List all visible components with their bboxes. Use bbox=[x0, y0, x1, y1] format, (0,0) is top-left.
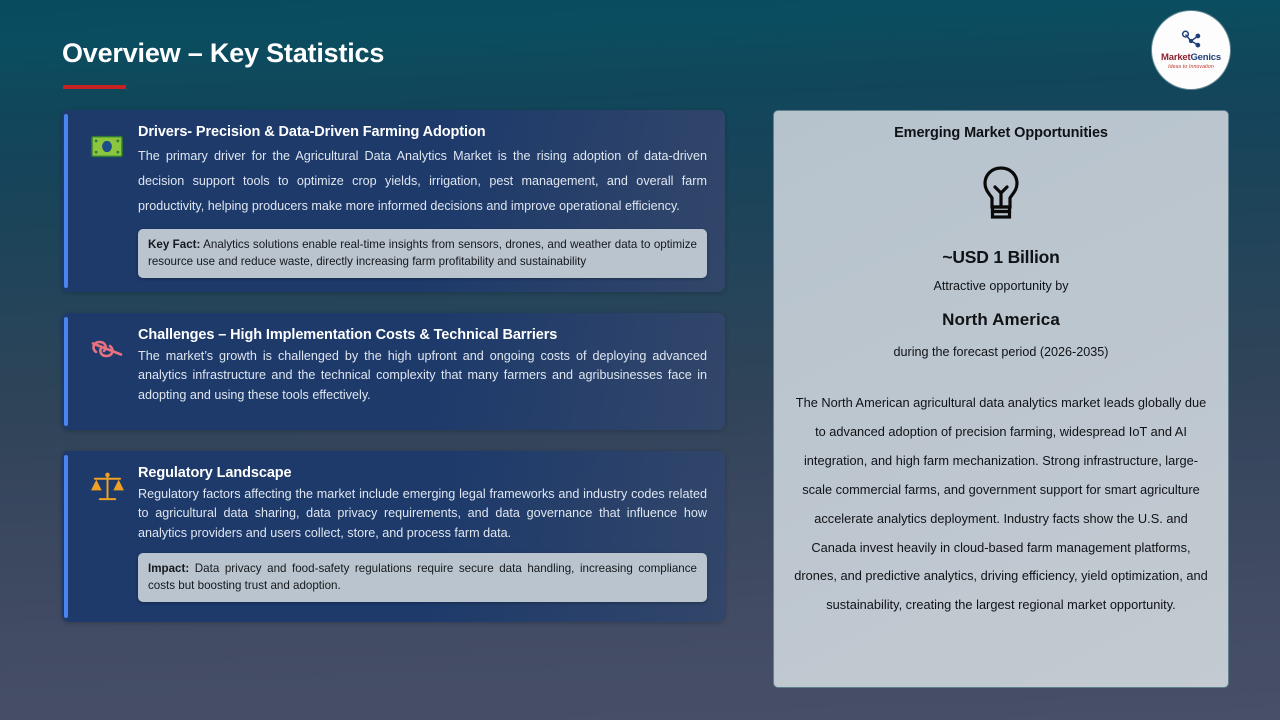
lightbulb-icon bbox=[790, 165, 1212, 221]
balance-scales-icon bbox=[88, 469, 126, 505]
card-regulatory[interactable] bbox=[62, 451, 725, 622]
card-callout-impact bbox=[138, 553, 707, 602]
callout-text: Data privacy and food-safety regulations require secure data handling, increasing compliance costs but boosting trust and adoption. bbox=[148, 561, 697, 593]
card-body-text: The primary driver for the Agricultural Data Analytics Market is the rising adoption of data-driven decision support tools to optimize crop yields, irrigation, pest management, and overall farm productivity, helping producers make more informed decisions and improve operational efficiency. bbox=[138, 149, 707, 214]
emerging-opportunities-panel bbox=[773, 110, 1229, 688]
logo-wordmark bbox=[1161, 53, 1221, 63]
logo-tagline: Ideas to Innovation bbox=[1168, 64, 1214, 70]
card-challenges[interactable] bbox=[62, 313, 725, 430]
page-title: Overview – Key Statistics bbox=[62, 38, 385, 68]
opportunity-description: The North American agricultural data analytics market leads globally due to advanced adoption of precision farming, widespread IoT and AI integration, and high farm mechanization. Strong infrastructure, large-scale commercial farms, and government support for smart agriculture accelerate analytics deployment. Industry facts show the U.S. and Canada invest heavily in cloud-based farm management platforms, drones, and predictive analytics, driving efficiency, yield optimization, and sustainability, creating the largest regional market opportunity. bbox=[794, 395, 1208, 613]
logo-word-market: Market bbox=[1161, 52, 1191, 63]
card-title: Regulatory Landscape bbox=[138, 464, 292, 481]
opportunity-subtitle: Attractive opportunity by bbox=[933, 279, 1069, 293]
network-nodes-icon bbox=[1178, 30, 1204, 52]
insight-cards-column bbox=[62, 110, 725, 622]
callout-text: Analytics solutions enable real-time insights from sensors, drones, and weather data to optimize resource use and reduce waste, directly increasing farm profitability and sustainability bbox=[148, 237, 697, 269]
opportunity-forecast-period: during the forecast period (2026-2035) bbox=[893, 345, 1109, 359]
title-underline-rule bbox=[63, 85, 126, 89]
callout-label: Key Fact: bbox=[148, 237, 201, 251]
opportunity-region: North America bbox=[942, 310, 1060, 329]
logo-word-genics: Genics bbox=[1190, 52, 1221, 63]
panel-title: Emerging Market Opportunities bbox=[894, 125, 1108, 141]
callout-label: Impact: bbox=[148, 561, 190, 575]
card-drivers[interactable] bbox=[62, 110, 725, 292]
brand-logo bbox=[1152, 11, 1230, 89]
broken-link-icon bbox=[88, 331, 126, 367]
card-title: Challenges – High Implementation Costs & Technical Barriers bbox=[138, 326, 558, 343]
card-title: Drivers- Precision & Data-Driven Farming Adoption bbox=[138, 124, 486, 140]
money-banknote-icon bbox=[88, 128, 126, 164]
opportunity-value: ~USD 1 Billion bbox=[942, 247, 1060, 267]
card-body-text: Regulatory factors affecting the market include emerging legal frameworks and industry codes related to agricultural data sharing, data privacy requirements, and data governance that influence how analytics providers and users collect, store, and process farm data. bbox=[138, 486, 707, 540]
card-callout-key-fact bbox=[138, 229, 707, 278]
card-body-text: The market’s growth is challenged by the high upfront and ongoing costs of deploying advanced analytics infrastructure and the technical complexity that many farmers and agribusinesses face in adopting and using these tools effectively. bbox=[138, 348, 707, 403]
